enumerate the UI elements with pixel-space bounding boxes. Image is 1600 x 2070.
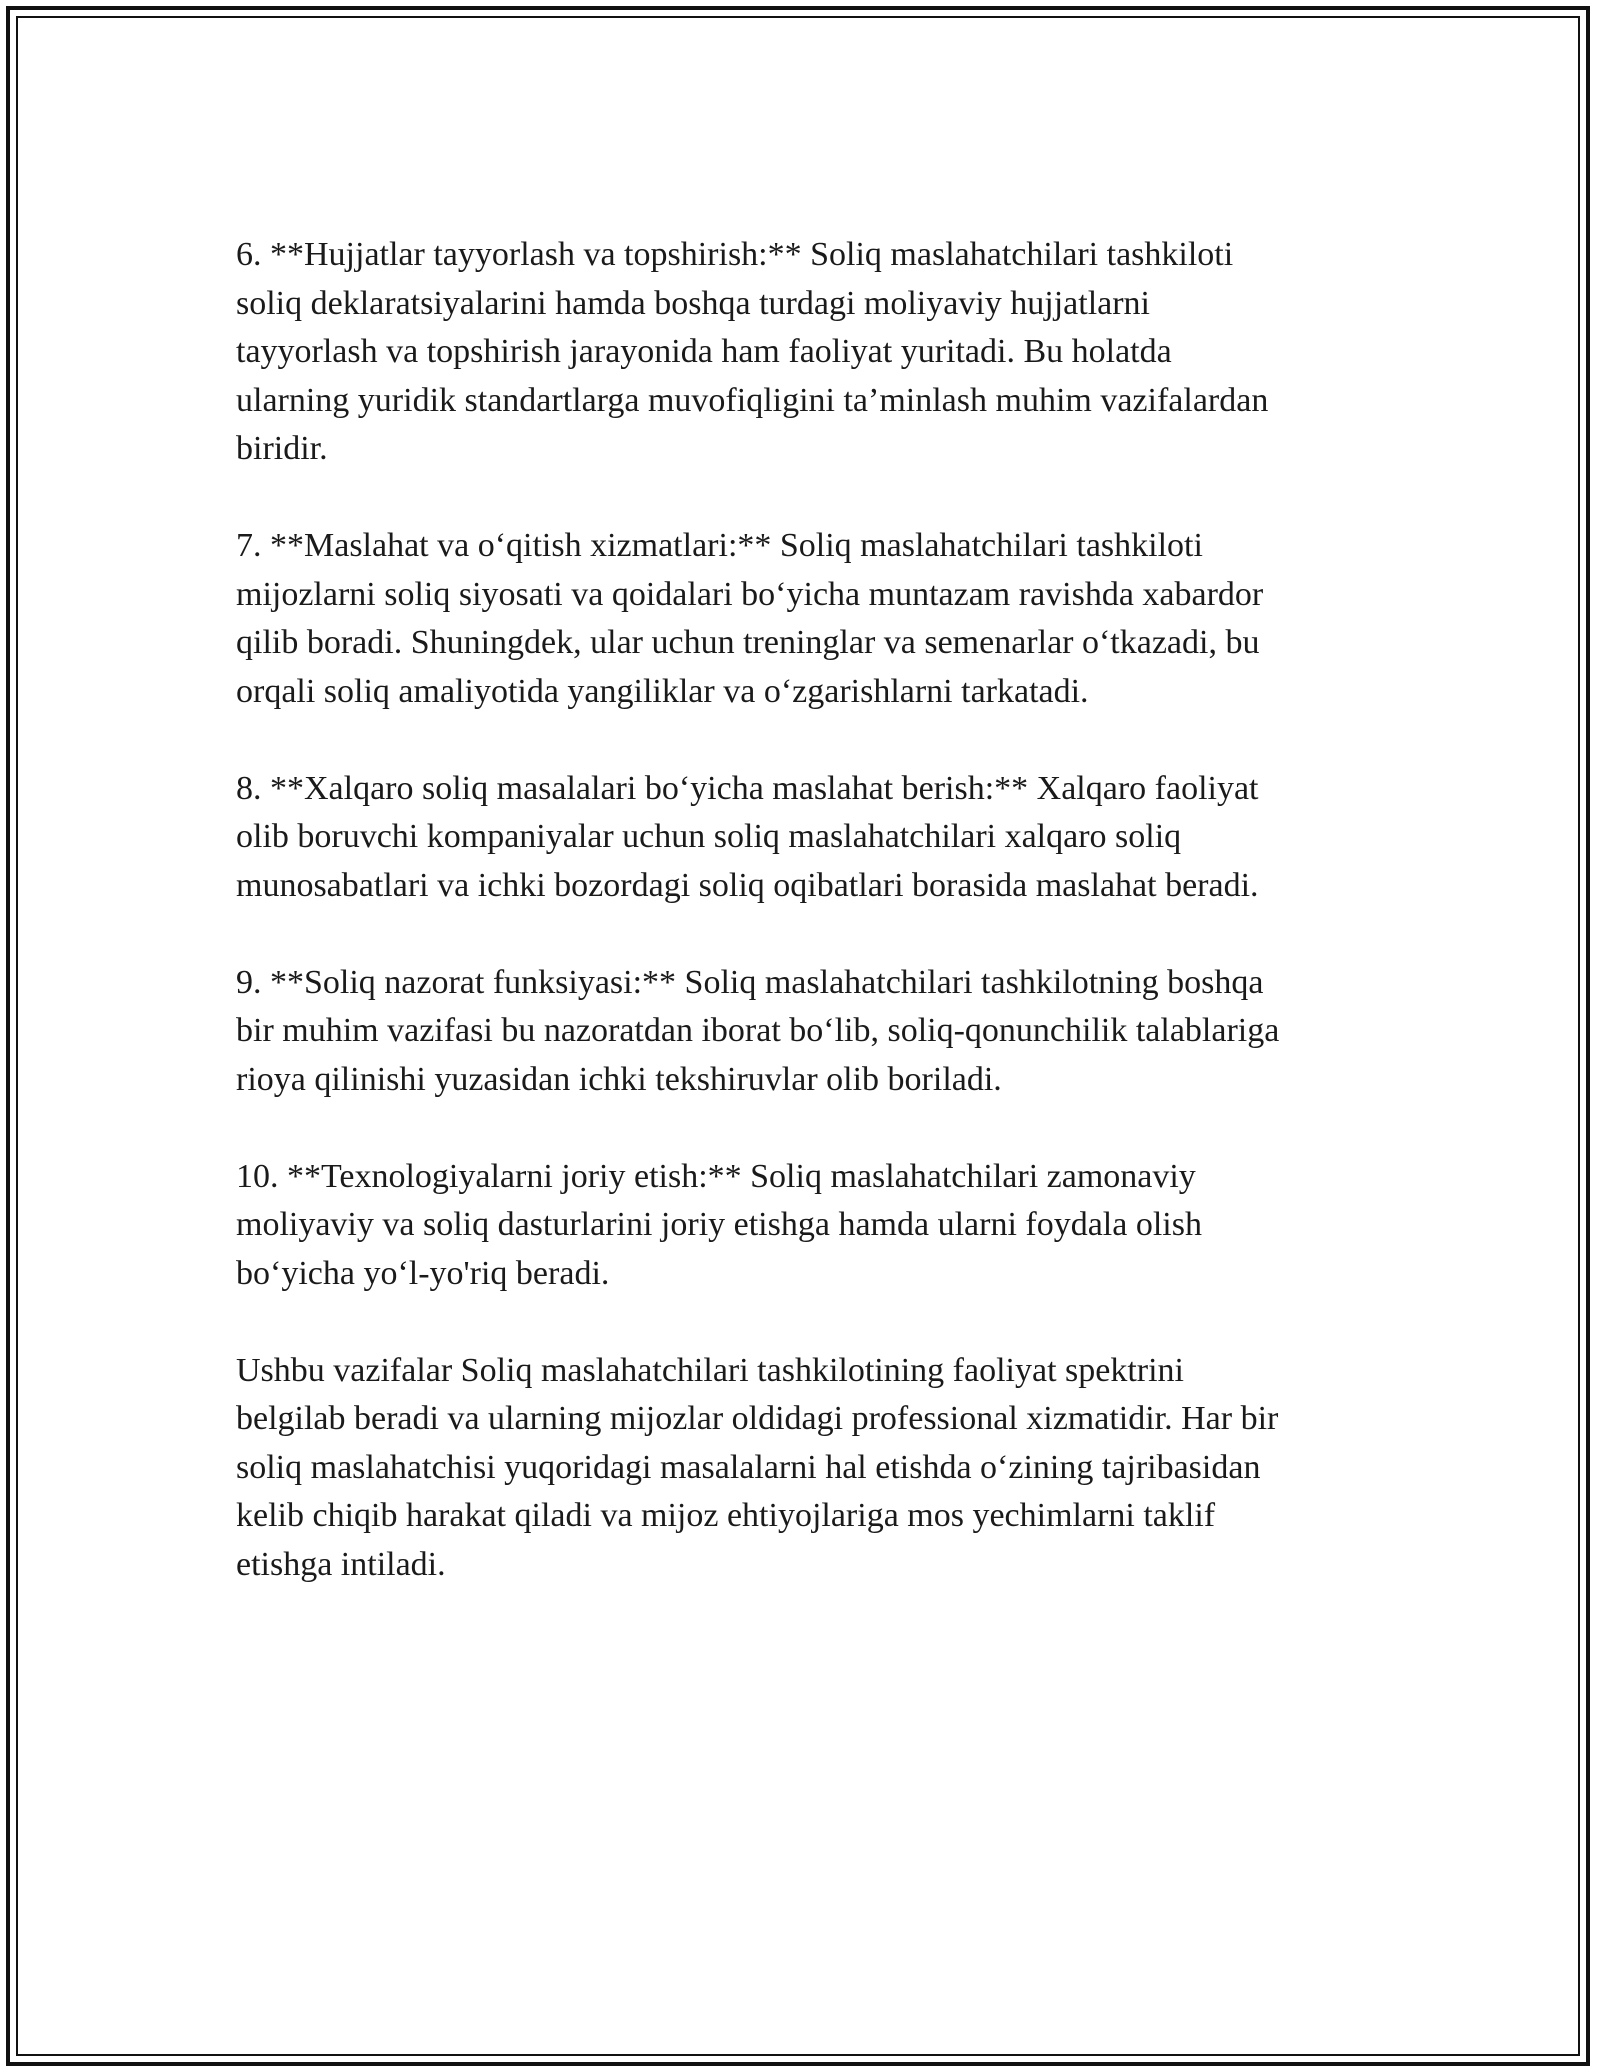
paragraph-item-10: 10. **Texnologiyalarni joriy etish:** Soliq maslahatchilari zamonaviy moliyaviy va soliq dasturlarini joriy etishga hamda ularni foydala olish bo‘yicha yo‘l-yo'riq beradi. [236,1157,1202,1292]
paragraph-item-9: 9. **Soliq nazorat funksiyasi:** Soliq maslahatchilari tashkilotning boshqa bir muhim vazifasi bu nazoratdan iborat bo‘lib, soliq-qonunchilik talablariga rioya qilinishi yuzasidan ichki tekshiruvlar olib boriladi. [236,963,1280,1098]
document-body [236,231,1366,1638]
paragraph-item-8: 8. **Xalqaro soliq masalalari bo‘yicha maslahat berish:** Xalqaro faoliyat olib boruvchi kompaniyalar uchun soliq maslahatchilari xalqaro soliq munosabatlari va ichki bozordagi soliq oqibatlari borasida maslahat beradi. [236,769,1259,904]
paragraph-item-7: 7. **Maslahat va o‘qitish xizmatlari:** Soliq maslahatchilari tashkiloti mijozlarni soliq siyosati va qoidalari bo‘yicha muntazam ravishda xabardor qilib boradi. Shuningdek, ular uchun treninglar va semenarlar o‘tkazadi, bu orqali soliq amaliyotida yangiliklar va o‘zgarishlarni tarkatadi. [236,527,1264,710]
paragraph-item-6: 6. **Hujjatlar tayyorlash va topshirish:** Soliq maslahatchilari tashkiloti soliq deklaratsiyalarini hamda boshqa turdagi moliyaviy hujjatlarni tayyorlash va topshirish jarayonida ham faoliyat yuritadi. Bu holatda ularning yuridik standartlarga muvofiqligini ta’minlash muhim vazifalardan biridir. [236,236,1269,467]
paragraph-conclusion: Ushbu vazifalar Soliq maslahatchilari tashkilotining faoliyat spektrini belgilab beradi va ularning mijozlar oldidagi professional xizmatidir. Har bir soliq maslahatchisi yuqoridagi masalalarni hal etishda o‘zining tajribasidan kelib chiqib harakat qiladi va mijoz ehtiyojlariga mos yechimlarni taklif etishga intiladi. [236,1351,1279,1583]
